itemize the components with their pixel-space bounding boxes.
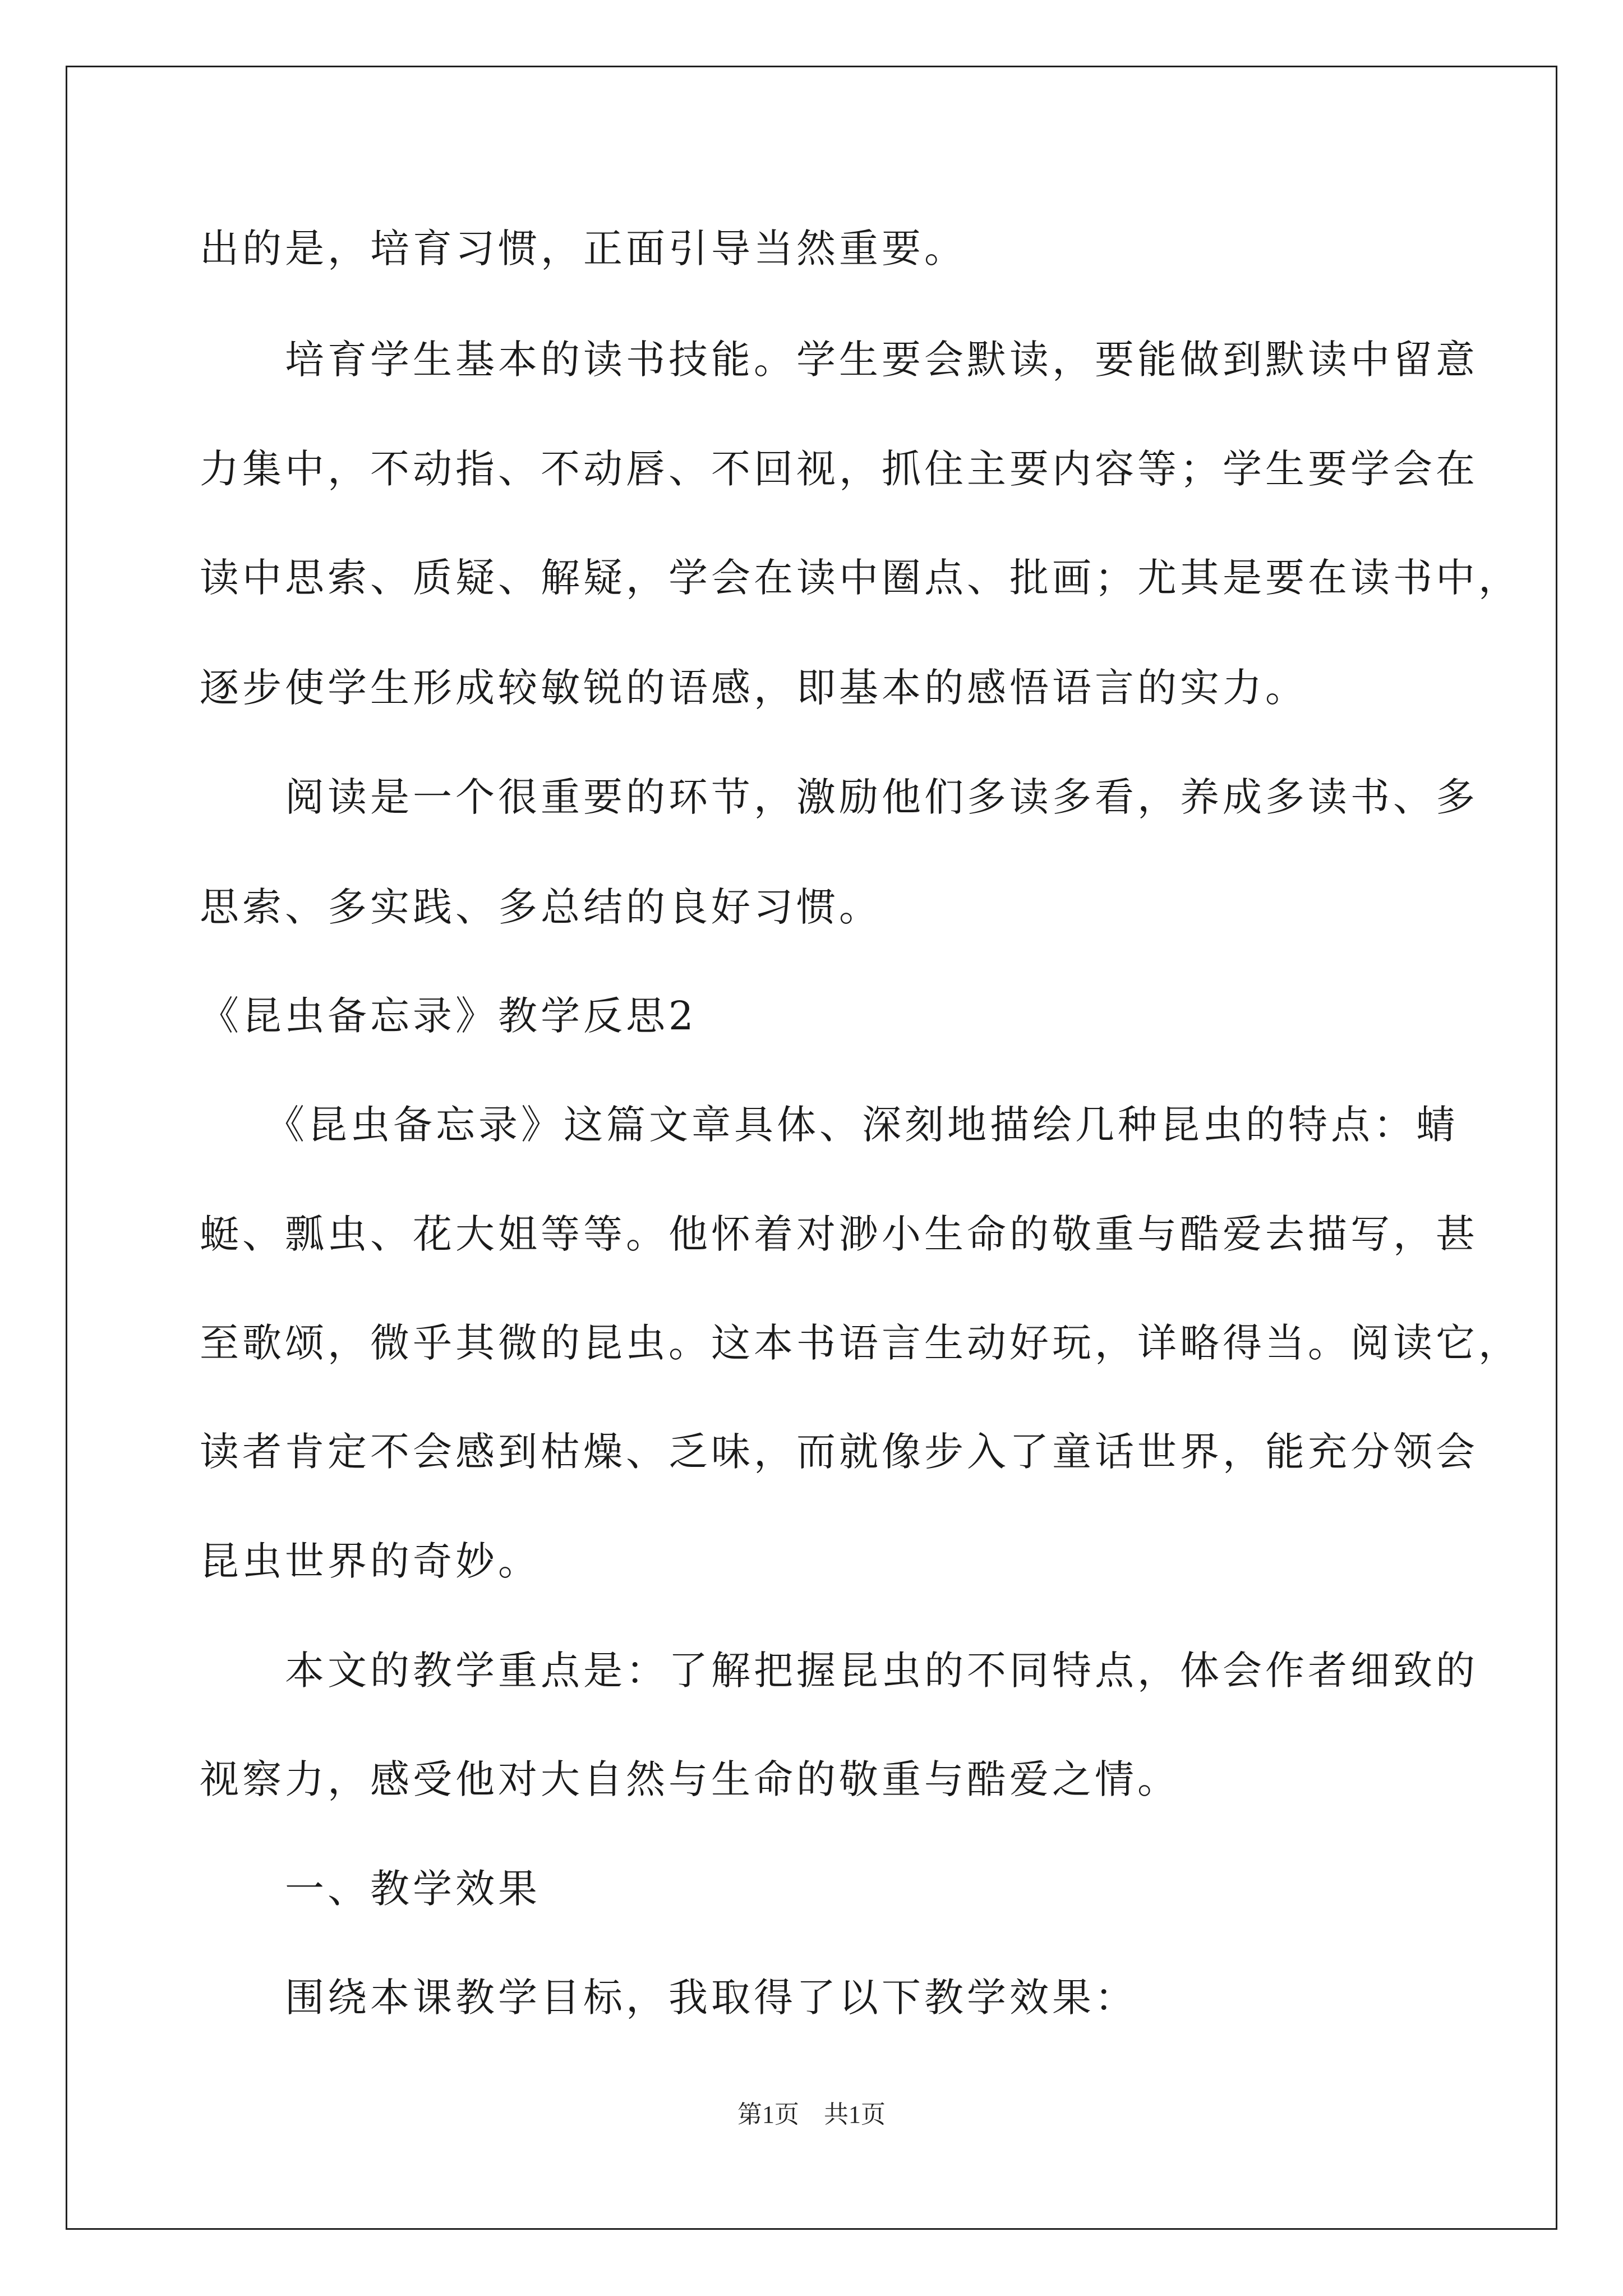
page-number: 第1页 共1页 — [737, 2101, 886, 2128]
text-line: 培育学生基本的读书技能。学生要会默读，要能做到默读中留意 — [200, 337, 1478, 383]
text-line: 至歌颂，微乎其微的昆虫。这本书语言生动好玩，详略得当。阅读它， — [200, 1320, 1521, 1366]
text-line: 本文的教学重点是：了解把握昆虫的不同特点，体会作者细致的 — [200, 1648, 1478, 1694]
section-heading: 《昆虫备忘录》教学反思2 — [200, 993, 697, 1039]
text-line: 围绕本课教学目标，我取得了以下教学效果： — [200, 1975, 1137, 2021]
text-line: 出的是，培育习惯，正面引导当然重要。 — [200, 226, 967, 272]
subheading: 一、教学效果 — [200, 1866, 541, 1912]
text-line: 思索、多实践、多总结的良好习惯。 — [200, 884, 882, 930]
text-line: 《昆虫备忘录》这篇文章具体、深刻地描绘几种昆虫的特点：蜻 — [200, 1102, 1459, 1148]
text-line: 读者肯定不会感到枯燥、乏味，而就像步入了童话世界，能充分领会 — [200, 1429, 1478, 1475]
text-line: 读中思索、质疑、解疑，学会在读中圈点、批画；尤其是要在读书中， — [200, 555, 1521, 601]
text-line: 逐步使学生形成较敏锐的语感，即基本的感悟语言的实力。 — [200, 665, 1308, 711]
text-line: 力集中，不动指、不动唇、不回视，抓住主要内容等；学生要学会在 — [200, 446, 1478, 492]
text-line: 昆虫世界的奇妙。 — [200, 1538, 541, 1584]
text-line: 视察力，感受他对大自然与生命的敬重与酷爱之情。 — [200, 1756, 1180, 1802]
text-line: 阅读是一个很重要的环节，激励他们多读多看，养成多读书、多 — [200, 774, 1478, 820]
text-line: 蜓、瓢虫、花大姐等等。他怀着对渺小生命的敬重与酷爱去描写，甚 — [200, 1211, 1478, 1257]
